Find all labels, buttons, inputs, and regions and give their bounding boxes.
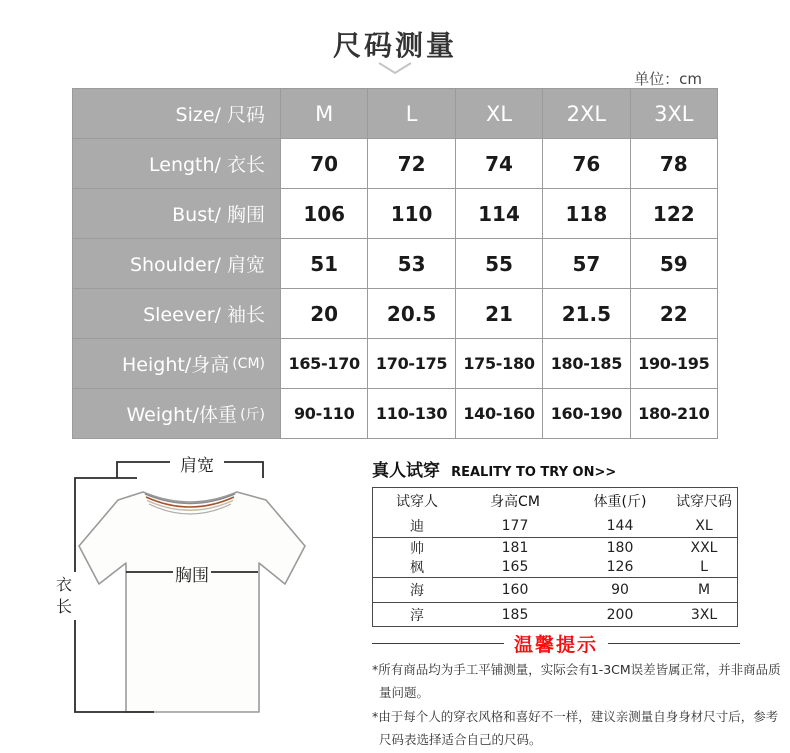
table-cell: 20.5 (368, 289, 454, 338)
table-cell: 22 (631, 289, 717, 338)
table-cell: 70 (281, 139, 367, 188)
row-label-shoulder: Shoulder/ 肩宽 (73, 239, 280, 288)
tips-note: *由于每个人的穿衣风格和喜好不一样，建议亲测量自身身材尺寸后，参考尺码表选择适合自己的尺码。 (372, 709, 779, 748)
divider (372, 643, 504, 644)
table-cell: 110-130 (368, 389, 454, 438)
tips-title-text: 温馨提示 (514, 634, 599, 656)
tips-notes (372, 658, 784, 753)
tshirt-icon (42, 448, 362, 741)
table-cell: 20 (281, 289, 367, 338)
table-cell: 21 (456, 289, 542, 338)
tryon-row: 淳 185 200 3XL (410, 606, 718, 624)
tshirt-measurement-diagram (42, 448, 362, 741)
table-cell: 110 (368, 189, 454, 238)
table-cell: 180-210 (631, 389, 717, 438)
table-cell: 122 (631, 189, 717, 238)
tryon-row: 枫 165 126 L (373, 557, 737, 578)
tryon-row: 海 160 90 M (373, 578, 737, 603)
table-cell: 57 (543, 239, 629, 288)
size-col-header: 3XL (631, 89, 717, 138)
page-title: 尺码测量 (332, 29, 457, 62)
row-label-weight: Weight/体重 (斤) (73, 389, 280, 438)
tryon-heading (372, 456, 616, 481)
tryon-row: 帅 181 180 XXL (410, 539, 718, 557)
tryon-col-header: 试穿尺码 (676, 494, 732, 510)
table-cell: 160-190 (543, 389, 629, 438)
table-cell: 90-110 (281, 389, 367, 438)
size-col-header: M (281, 89, 367, 138)
table-cell: 170-175 (368, 339, 454, 388)
table-cell: 118 (543, 189, 629, 238)
row-label-bust: Bust/ 胸围 (73, 189, 280, 238)
table-cell: 51 (281, 239, 367, 288)
chevron-down-icon (376, 60, 414, 76)
divider (608, 643, 740, 644)
row-label-sleeve: Sleever/ 袖长 (73, 289, 280, 338)
table-cell: 140-160 (456, 389, 542, 438)
table-cell: 72 (368, 139, 454, 188)
table-cell: 55 (456, 239, 542, 288)
tryon-heading-en: REALITY TO TRY ON>> (451, 465, 617, 480)
tryon-col-header: 试穿人 (396, 494, 438, 510)
table-cell: 106 (281, 189, 367, 238)
tryon-header-row (373, 488, 737, 514)
tryon-row: 迪 177 144 XL (373, 514, 737, 538)
tryon-col-header: 体重(斤) (593, 494, 647, 510)
tips-note: *所有商品均为手工平铺测量，实际会有1-3CM误差皆属正常，并非商品质量问题。 (372, 662, 781, 701)
tryon-col-header: 身高CM (490, 494, 540, 510)
table-cell: 59 (631, 239, 717, 288)
table-cell: 76 (543, 139, 629, 188)
table-cell: 190-195 (631, 339, 717, 388)
table-cell: 165-170 (281, 339, 367, 388)
size-col-header: L (368, 89, 454, 138)
unit-label: 单位：cm (634, 70, 702, 88)
table-cell: 180-185 (543, 339, 629, 388)
table-cell: 78 (631, 139, 717, 188)
size-table-corner-label: Size/ 尺码 (73, 89, 280, 138)
table-cell: 175-180 (456, 339, 542, 388)
table-cell: 21.5 (543, 289, 629, 338)
size-col-header: 2XL (543, 89, 629, 138)
table-cell: 74 (456, 139, 542, 188)
table-cell: 53 (368, 239, 454, 288)
size-table (72, 88, 718, 439)
tryon-table (372, 487, 738, 627)
size-col-header: XL (456, 89, 542, 138)
tryon-heading-zh: 真人试穿 (372, 461, 440, 481)
length-label: 衣长 (55, 575, 72, 616)
shoulder-width-label: 肩宽 (180, 456, 214, 476)
row-label-length: Length/ 衣长 (73, 139, 280, 188)
tips-heading (372, 630, 740, 657)
bust-label: 胸围 (175, 566, 209, 586)
row-label-height: Height/身高 (CM) (73, 339, 280, 388)
table-cell: 114 (456, 189, 542, 238)
